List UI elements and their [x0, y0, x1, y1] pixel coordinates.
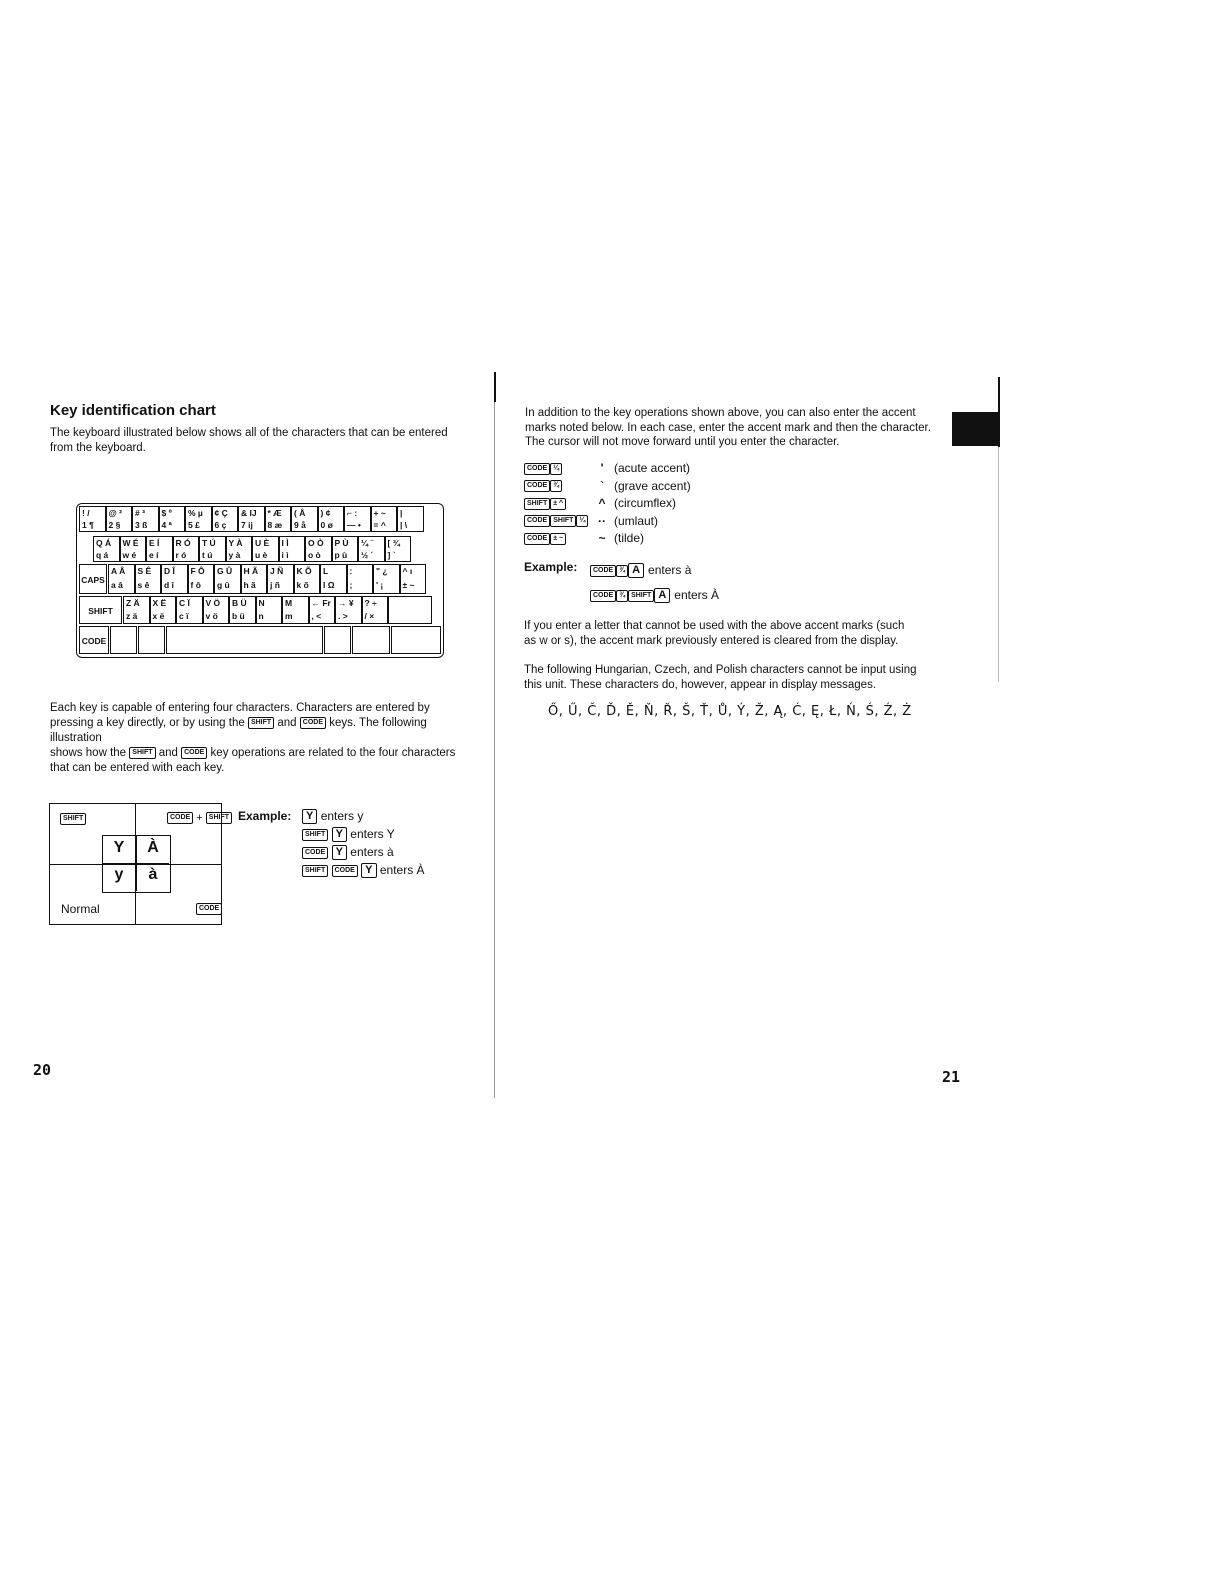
- key-bottom-char: 0 ø: [320, 520, 333, 530]
- key-top-char: # ³: [135, 508, 145, 518]
- accent-name: (grave accent): [614, 478, 691, 493]
- key-bottom-char: 9 å: [294, 520, 306, 530]
- key-top-char: R Ó: [175, 538, 191, 548]
- key-bottom-char: ½ ´: [361, 550, 374, 560]
- key-top-char: Z Ä: [126, 598, 140, 608]
- shift-key-icon: SHIFT: [248, 717, 274, 729]
- key: [123, 596, 150, 624]
- key-top-char: % µ: [188, 508, 203, 518]
- code-key-icon: CODE: [524, 480, 550, 492]
- key-top-char: ! /: [82, 508, 90, 518]
- key-bottom-char: g û: [217, 580, 230, 590]
- key-top-char: ⌐ :: [347, 508, 358, 518]
- key-bottom-char: / ×: [364, 611, 375, 621]
- key-bottom-char: k õ: [296, 580, 309, 590]
- char-key-icon: ¾: [616, 565, 628, 577]
- example-line: [590, 559, 719, 584]
- key-top-char: $ º: [161, 508, 172, 518]
- char-key-icon: ¾: [550, 480, 562, 492]
- key: [291, 506, 318, 532]
- key: [229, 596, 256, 624]
- key: [400, 564, 427, 594]
- key: [294, 564, 321, 594]
- right-para-2: If you enter a letter that cannot be used with the above accent marks (such as w or s), the accent mark previously entered is cleared from the display.: [524, 620, 905, 647]
- key-bottom-char: ] `: [387, 550, 396, 560]
- accent-name: (acute accent): [614, 461, 691, 475]
- tab-edge-faint: [998, 447, 999, 682]
- key-top-char: @ ²: [108, 508, 122, 518]
- key: [362, 596, 389, 624]
- key-bottom-char: u è: [255, 550, 268, 560]
- caps-key: [79, 564, 107, 594]
- key-top-char: P Ù: [334, 538, 349, 548]
- key: [108, 564, 135, 594]
- key-top-char: + ~: [373, 508, 386, 518]
- char-code-shift: À: [147, 839, 159, 856]
- key: [161, 564, 188, 594]
- key-label: SHIFT: [88, 606, 113, 616]
- code-key-icon: CODE: [196, 903, 222, 915]
- key-top-char: ← Fr: [311, 598, 331, 608]
- key-top-char: F Ô: [190, 566, 205, 576]
- accent-row: [524, 495, 691, 513]
- key: [309, 596, 336, 624]
- key-bottom-char: b ü: [232, 611, 245, 621]
- key: [110, 626, 137, 654]
- key-bottom-char: v ö: [205, 611, 218, 621]
- key: [159, 506, 186, 532]
- char-key-icon: ¾: [616, 590, 628, 602]
- key-bottom-char: 1 ¶: [82, 520, 94, 530]
- key-bottom-char: r ó: [175, 550, 187, 560]
- code-key-icon: CODE: [300, 717, 326, 729]
- right-example-label: Example:: [524, 560, 578, 574]
- key-bottom-char: i ì: [281, 550, 289, 560]
- accent-symbol: ˋ: [600, 478, 604, 493]
- key-top-char: V Ö: [205, 598, 221, 608]
- key-bottom-char: d î: [164, 580, 174, 590]
- code-key-icon: CODE: [524, 533, 550, 545]
- key-top-char: ¼ ¨: [361, 538, 374, 548]
- key-bottom-char: t ú: [202, 550, 213, 560]
- key-top-char: U È: [255, 538, 270, 548]
- intro-line-2: from the keyboard.: [50, 442, 146, 454]
- key: [397, 506, 424, 532]
- y-key-icon: Y: [302, 809, 317, 824]
- example-line: [302, 843, 425, 861]
- code-key-icon: CODE: [181, 747, 207, 759]
- accent-name: (tilde): [614, 531, 645, 545]
- code-key-icon: CODE: [524, 515, 550, 527]
- key-bottom-char: l Ω: [323, 580, 335, 590]
- key-top-char: J Ñ: [270, 566, 284, 576]
- key: [352, 626, 390, 654]
- key-top-char: N: [258, 598, 265, 608]
- key: [132, 506, 159, 532]
- key-top-char: A Â: [111, 566, 126, 576]
- key-top-char: W É: [122, 538, 139, 548]
- char-code: à: [148, 866, 158, 883]
- intro-line-1: The keyboard illustrated below shows all of the characters that can be entered: [50, 427, 448, 439]
- key-bottom-char: 5 £: [188, 520, 200, 530]
- key: [358, 536, 385, 562]
- key: [324, 626, 351, 654]
- key-top-char: ( Å: [294, 508, 306, 518]
- key-bottom-char: o ò: [308, 550, 321, 560]
- key: [203, 596, 230, 624]
- page-divider: [494, 372, 495, 1098]
- code-key-icon: CODE: [302, 847, 328, 859]
- example-label: Example:: [238, 809, 292, 823]
- key: [279, 536, 306, 562]
- key: [106, 506, 133, 532]
- key-top-char: S Ê: [137, 566, 152, 576]
- body-paragraph: [50, 701, 470, 776]
- char-key-icon: ± ~: [550, 533, 566, 545]
- key-top-char: D Î: [164, 566, 175, 576]
- key-bottom-char: y à: [228, 550, 241, 560]
- key-top-char: O Ò: [308, 538, 324, 548]
- return-key: [388, 596, 432, 624]
- space-bar: [166, 626, 323, 654]
- key: [391, 626, 441, 654]
- y-key-icon: Y: [332, 845, 347, 860]
- key-top-char: ¢ Ç: [214, 508, 228, 518]
- key-top-char: ^ ı: [402, 566, 413, 576]
- accent-list: [524, 460, 691, 548]
- key: [173, 536, 200, 562]
- accent-symbol: ^: [598, 496, 606, 510]
- page-number-right: 21: [942, 1068, 961, 1086]
- key: [93, 536, 120, 562]
- shift-key-icon: SHIFT: [550, 515, 576, 527]
- key-top-char: X Ë: [152, 598, 167, 608]
- key-top-char: I Ì: [281, 538, 289, 548]
- body-line-3: shows how the SHIFT and CODE key operations are related to the four characters: [50, 747, 456, 759]
- key: [256, 596, 283, 624]
- key: [320, 564, 347, 594]
- key-top-char: ? ÷: [364, 598, 377, 608]
- accent-row: [524, 460, 691, 478]
- key: [79, 506, 106, 532]
- key: [305, 536, 332, 562]
- key-label: CAPS: [81, 575, 105, 585]
- key-bottom-char: s ê: [137, 580, 150, 590]
- key: [214, 564, 241, 594]
- page-number-left: 20: [33, 1061, 52, 1079]
- normal-label: Normal: [61, 902, 100, 916]
- key-top-char: Q Á: [96, 538, 112, 548]
- example-lines: [302, 807, 425, 879]
- shift-key-icon: SHIFT: [524, 498, 550, 510]
- key-bottom-char: ± ~: [402, 580, 415, 590]
- divider-mark: [494, 372, 496, 402]
- key: [199, 536, 226, 562]
- key-top-char: T Ú: [202, 538, 216, 548]
- key-top-char: & IJ: [241, 508, 257, 518]
- key-bottom-char: 2 §: [108, 520, 121, 530]
- key-bottom-char: c ï: [179, 611, 189, 621]
- key: [150, 596, 177, 624]
- key-bottom-char: 4 ª: [161, 520, 172, 530]
- key: [332, 536, 359, 562]
- key: [265, 506, 292, 532]
- accent-row: [524, 478, 691, 496]
- key-top-char: :: [349, 566, 353, 576]
- key-top-char: M: [285, 598, 293, 608]
- page-title: Key identification chart: [50, 402, 216, 419]
- a-key-icon: A: [628, 563, 644, 578]
- key-top-char: B Ü: [232, 598, 247, 608]
- key-top-char: → ¥: [338, 598, 354, 608]
- key-top-char: * Æ: [267, 508, 282, 518]
- char-key-icon: ± ^: [550, 498, 566, 510]
- key: [135, 564, 162, 594]
- shift-key-icon: SHIFT: [302, 865, 328, 877]
- key-top-char: E Í: [149, 538, 160, 548]
- key: [241, 564, 268, 594]
- key: [146, 536, 173, 562]
- code-key: [79, 626, 109, 654]
- key-bottom-char: 7 ij: [241, 520, 253, 530]
- key: [252, 536, 279, 562]
- key: [238, 506, 265, 532]
- key-bottom-char: ' ¡: [376, 580, 384, 590]
- key-top-char: C Ï: [179, 598, 190, 608]
- body-line-1: Each key is capable of entering four characters. Characters are entered by: [50, 702, 430, 714]
- right-para-3: The following Hungarian, Czech, and Polish characters cannot be input using this unit. These characters do, however, appear in display messages.: [524, 664, 917, 691]
- key-bottom-char: p ù: [334, 550, 348, 560]
- accent-row: [524, 530, 691, 548]
- y-key-icon: Y: [361, 863, 376, 878]
- key: [373, 564, 400, 594]
- section-tab-marker: [952, 412, 1000, 446]
- body-line-4: that can be entered with each key.: [50, 762, 225, 774]
- key-top-char: H Ã: [243, 566, 259, 576]
- key: [188, 564, 215, 594]
- tab-edge-line: [998, 377, 1000, 447]
- key-bottom-char: 6 ç: [214, 520, 227, 530]
- key-bottom-char: n: [258, 611, 264, 621]
- key-bottom-char: x ë: [152, 611, 165, 621]
- key-bottom-char: e í: [149, 550, 159, 560]
- example-text: enters y: [320, 809, 364, 823]
- example-text: enters à: [648, 563, 692, 577]
- key-bottom-char: 8 æ: [267, 520, 283, 530]
- key: [347, 564, 374, 594]
- key-top-char: L: [323, 566, 329, 576]
- key: [282, 596, 309, 624]
- code-plus-shift: CODE + SHIFT: [167, 812, 232, 824]
- example-text: enters Y: [350, 827, 395, 841]
- accent-symbol: ʹ: [600, 461, 604, 475]
- example-line: [590, 584, 719, 609]
- key: [344, 506, 371, 532]
- y-key-icon: Y: [332, 827, 347, 842]
- accent-symbol: ··: [598, 513, 606, 528]
- code-key-icon: CODE: [590, 590, 616, 602]
- shift-key-icon: SHIFT: [129, 747, 155, 759]
- key: [212, 506, 239, 532]
- example-line: [302, 807, 425, 825]
- key: [226, 536, 253, 562]
- key: [138, 626, 165, 654]
- shift-key: [79, 596, 122, 624]
- shift-key-icon: SHIFT: [206, 812, 232, 824]
- key-bottom-char: m: [285, 611, 293, 621]
- accent-row: [524, 513, 691, 531]
- key: [120, 536, 147, 562]
- key-bottom-char: ;: [349, 580, 353, 590]
- key-bottom-char: h ã: [243, 580, 256, 590]
- example-text: enters À: [674, 588, 719, 602]
- key: [176, 596, 203, 624]
- char-key-icon: ¼: [576, 515, 588, 527]
- example-text: enters À: [379, 863, 425, 877]
- key-top-char: K Õ: [296, 566, 312, 576]
- key-top-char: [ ¾: [387, 538, 400, 548]
- key-bottom-char: w é: [122, 550, 137, 560]
- key-label: CODE: [81, 636, 107, 646]
- body-line-2: pressing a key directly, or by using the SHIFT and CODE keys. The following illustration: [50, 717, 427, 744]
- key: [185, 506, 212, 532]
- example-line: [302, 861, 425, 879]
- key: [385, 536, 412, 562]
- key-top-char: ) ¢: [320, 508, 331, 518]
- right-para-1: In addition to the key operations shown above, you can also enter the accent marks noted below. In each case, enter the accent mark and then the character. The cursor will not move forward until you enter the character.: [525, 407, 931, 448]
- key-bottom-char: z ä: [126, 611, 138, 621]
- code-key-icon: CODE: [524, 463, 550, 475]
- key-operation-diagram: [49, 803, 230, 925]
- char-upper: Y: [113, 839, 125, 856]
- key-bottom-char: j ñ: [270, 580, 280, 590]
- key-bottom-char: . >: [338, 611, 348, 621]
- special-characters: Ő, Ű, Č, Ď, Ě, Ň, Ř, Š, Ť, Ů, Ý, Ž, Ą, Ć, Ę, Ł, Ń, Ś, Ź, Ż: [548, 704, 912, 719]
- char-normal: y: [114, 866, 124, 883]
- code-key-icon: CODE: [332, 865, 358, 877]
- char-key-icon: ¼: [550, 463, 562, 475]
- key: [267, 564, 294, 594]
- key-top-char: Y À: [228, 538, 243, 548]
- key-top-char: |: [400, 508, 403, 518]
- accent-name: (umlaut): [614, 513, 659, 528]
- code-key-icon: CODE: [167, 812, 193, 824]
- shift-key-icon: SHIFT: [628, 590, 654, 602]
- key-bottom-char: q á: [96, 550, 109, 560]
- key: [371, 506, 398, 532]
- accent-symbol: ~: [598, 531, 606, 545]
- example-line: [302, 825, 425, 843]
- code-key-icon: CODE: [590, 565, 616, 577]
- key-bottom-char: — •: [347, 520, 361, 530]
- key-bottom-char: 3 ß: [135, 520, 148, 530]
- accent-name: (circumflex): [614, 496, 676, 510]
- key-bottom-char: a â: [111, 580, 123, 590]
- key-bottom-char: f ô: [190, 580, 201, 590]
- key-bottom-char: | \: [400, 520, 408, 530]
- keyboard-illustration: [76, 503, 444, 658]
- example-text: enters à: [350, 845, 394, 859]
- key: [318, 506, 345, 532]
- key: [335, 596, 362, 624]
- right-example-lines: [590, 559, 719, 609]
- a-key-icon: A: [654, 588, 670, 603]
- key-bottom-char: = ^: [373, 520, 386, 530]
- key-cap: [102, 835, 171, 893]
- shift-key-icon: SHIFT: [60, 813, 86, 825]
- shift-key-icon: SHIFT: [302, 829, 328, 841]
- key-bottom-char: , <: [311, 611, 322, 621]
- key-top-char: G Û: [217, 566, 233, 576]
- key-top-char: " ¿: [376, 566, 388, 576]
